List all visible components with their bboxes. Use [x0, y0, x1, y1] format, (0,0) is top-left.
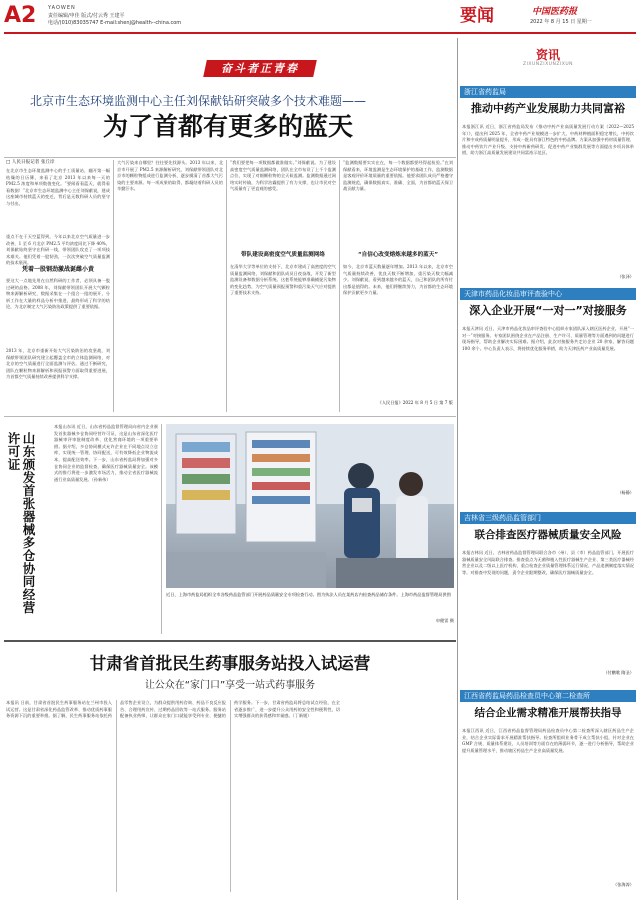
feature-byline: □ 人民日报记者 张丘岸	[6, 160, 55, 165]
sidebar-title-jilin: 联合排查医疗器械质量安全风险	[474, 529, 622, 541]
photo-credit: 申健雷 摄	[435, 618, 454, 623]
feature-subtitle: 北京市生态环境监测中心主任刘保献钻研突破多个技术难题——	[30, 94, 367, 108]
crosshead-3: “自信心改变熔炼来越多的蓝天”	[357, 252, 439, 258]
feature-para-5: 大气污染来自哪里？往往要先找源头。2013 年以来，北京市开展了 PM2.5 来源解析研究，刘保献带领团队对北京市的颗粒物组成进行监测分析，逐步摸清了首都大气污染的主要来源。每一项成果的取得，都凝结着科研人员的辛勤汗水。	[117, 160, 223, 192]
sidebar-header-title: 资讯	[535, 48, 560, 62]
feature-headline: 为了首都有更多的蓝天	[102, 112, 353, 141]
sidebar-text-zhejiang: 本报浙江讯 近日，浙江省药监局发布《推动中药产业高质量发展行动方案（2022—2025 年）》，提出到 2025 年，全省中药产业规模进一步扩大，中药材种植面积稳定增长，中药饮片和中成药质量明显提升，形成一批具有浙江特色的中药品牌。方案从加强中药材质量管理、推动中药饮片产业升级、支持中药新药研发、促进中药产业集群发展等方面提出多项具体举措，助力浙江高质量发展建设共同富裕示范区。	[462, 124, 634, 156]
sidebar-text-jilin: 本报吉林讯 近日，吉林省药品监督管理局联合各市（州）、县（市）药品监管部门，开展医疗器械质量安全风险联合排查。排查重点为无菌和植入性医疗器械生产企业、第三类医疗器械经营企业以及二级以上医疗机构，重点检查企业质量管理体系运行情况、产品追溯制度落实情况等。对排查中发现的问题，责令企业限期整改，确保医疗器械质量安全。	[462, 550, 634, 575]
inspection-photo	[166, 424, 454, 588]
feature-para-2: 重点不在于天空蓝得到，今年以来北京空气质量进一步改善，1 至 6 月北京 PM2.5 平均浓度同比下降 40%，刘保献始终坚守在科研一线，带领团队攻克了一项项技术难关。他们凭着一股韧劲，一次次突破空气质量监测的技术瓶颈。	[6, 234, 110, 266]
feature-para-7: 在清华大学等单位的支持下，北京市建成了高密度的空气质量监测网络，刘保献和团队成员日夜奋战，开发了新型监测设备和数据分析系统。这套系统能够准确捕捉污染物的变化趋势，为空气质量预报预警和重污染天气应对提供了重要技术支持。	[230, 264, 336, 296]
sidebar-divider	[457, 38, 458, 900]
masthead-rule	[4, 32, 636, 34]
feature-banner-text: 奋斗者正青春	[221, 62, 299, 75]
crosshead-1: 凭着一股钢劲激战诞雌小黄	[21, 266, 94, 273]
sidebar-title-tianjin: 深入企业开展“一对一”对接服务	[469, 304, 627, 317]
sidebar-section-zhejiang: 浙江省药监局	[460, 86, 636, 98]
sidebar-text-tianjin: 本报天津讯 近日，天津市药品化妆品审评查验中心组织专家团队深入辖区医药企业，开展“一对一”对接服务。专家团队围绕企业在产品注册、生产许可、质量管理等方面遇到的问题进行现场指导，帮助企业解决实际困难。据介绍，此次对接服务共走访企业 20 余家，解答问题 100 余个。中心负责人表示，将持续优化服务举措，助力天津医药产业高质量发展。	[462, 326, 634, 351]
feature-source: 《人民日报》2022 年 8 月 5 日 第 7 版	[377, 400, 453, 405]
feature-bottom-rule	[4, 416, 456, 417]
feature-para-6: “我们要把每一项数据都做准做实。”刘保献说。为了建设高密度空气质量监测网络，团队在全市布设了上千个监测点位，实现了对细颗粒物的全天候监测。监测数据通过网络实时传输，为科学治霾提供了有力支撑，也让市民对空气质量有了更直观的感受。	[230, 160, 336, 192]
contact: 电话/(010)83035747 E-mail:shenj@health--china.com	[48, 20, 182, 26]
credits: 责任编辑/申佳 版式/付云秀 王建平	[48, 13, 125, 19]
vertical-headline: 山东颁发首张器械多仓协同经营许可证	[6, 432, 36, 614]
col-divider-2	[226, 160, 227, 412]
sidebar-section-jilin: 吉林省三级药品监管部门	[460, 512, 636, 524]
sidebar-header	[460, 44, 636, 74]
story-divider	[161, 424, 162, 634]
masthead	[0, 0, 640, 34]
col-divider-1	[113, 160, 114, 412]
photo-illustration	[166, 424, 454, 588]
section-en: YAOWEN	[48, 5, 76, 11]
page-number: A2	[4, 3, 37, 28]
issue-date: 2022 年 8 月 15 日 星期一	[530, 19, 592, 25]
feature-para-3: 要这大一点地先用在自然科研的工作者，必须具备一股过硬的品格。2008 年，刘保献带领团队开展大气颗粒物来源解析研究，数据采集在一个组合一组的展开，分析工作在大量的样品分析中推进，最终形成了科学的结论，为北京制定大气污染防治政策提供了重要依据。	[6, 278, 110, 310]
sidebar-author-jilin: （付鹏歌 隋圣）	[603, 670, 634, 675]
sidebar-author-jiangxi: （张海涛）	[613, 882, 634, 887]
bottom-section-rule	[4, 640, 456, 642]
bottom-subhead: 让公众在“家门口”享受一站式药事服务	[144, 680, 316, 691]
bottom-story-text: 本报讯 日前，甘肃省首批民生药事服务站在兰州市投入试运营。这是甘肃省深化药品监管改革、推动优质药事服务资源下沉的重要举措。据了解，民生药事服务站依托药品零售企业设立，为群众提供用药咨询、药品不良反应报告、合理用药宣传、过期药品回收等一站式服务。服务站配备执业药师，让群众在家门口就能享受到专业、便捷的药学服务。下一步，甘肃省药监局将总结试点经验，在全省逐步推广，进一步提升公众用药的安全性和便利性，切实增强群众的获得感和幸福感。（丁新媛）	[6, 700, 340, 719]
feature-para-8: “监测数据要实实在在，每一个数据都要经得起检验。”在刘保献看来，环境监测是生态环境保护的基础工作，监测数据是客观评价环境质量的重要依据。他要求团队成员严格遵守监测规范，确保数据真实、准确、全面，为首都的蓝天保卫战贡献力量。	[343, 160, 453, 192]
col-divider-3	[339, 160, 340, 412]
sidebar-header-en: ZIXUNZIXUNZIXUN	[523, 62, 573, 67]
feature-para-9: 如今，北京市蓝天数量逐年增加。2013 年以来，北京市空气质量持续改善，优良天数不断增加，重污染天数大幅减少。刘保献说，看到越来越多的蓝天，自己和团队的所有付出都是值得的。未来，他们将继续努力，为首都的生态环境保护贡献更多力量。	[343, 264, 453, 296]
bottom-headline: 甘肃省首批民生药事服务站投入试运营	[89, 654, 371, 673]
feature-para-4: 2013 年，北京市重新开始大气污染防治的攻坚战，刘保献带领团队研究建立起覆盖全市的立体监测网络，对北京的空气质量进行全面监测与评估。通过不断研究，团队在颗粒物来源解析和预报预警方面取得重要进展，为首都空气质量持续改善提供科学支撑。	[6, 348, 110, 380]
photo-caption: 近日，上海市药监局组织全市各级药品监管部门开展药品质量安全专项检查行动。图为执法人员在某药店内检查药品储存条件。上海市药品监督管理局供图	[166, 592, 451, 597]
crosshead-2: 带队建设高密度空气质量监测网络	[241, 252, 325, 258]
feature-para-1: 在北京市生态环境监测中心的手工质量站，翻开第一幅枯燥的日历簿，来看了北京 2013 年以来每一天的 PM2.5 浓度和单项数值变化。“要闻看看蓝天，就得看看数据！”北京市生态环境监测中心主任刘保献说，建成这座城市持续蓝天的变迁，背后是无数科研人员的坚守与付出。	[6, 168, 110, 206]
sidebar-author-tianjin: （杨静）	[617, 490, 634, 495]
sidebar-author-zhejiang: （张泽）	[617, 274, 634, 279]
feature-top-rule	[4, 157, 456, 158]
sidebar-section-jiangxi: 江西省药监局药品检查员中心第二检查所	[460, 690, 636, 702]
sidebar-section-tianjin: 天津市药品化妆品审评查验中心	[460, 288, 636, 300]
paper-name: 中国医药报	[532, 7, 578, 17]
sidebar-title-zhejiang: 推动中药产业发展助力共同富裕	[471, 102, 625, 115]
sidebar-title-jiangxi: 结合企业需求精准开展帮扶指导	[474, 707, 622, 719]
sidebar-text-jiangxi: 本报江西讯 近日，江西省药品监督管理局药品检查员中心第二检查所深入辖区药品生产企业，结合企业实际需求开展精准帮扶指导。检查所组织业务骨干成立帮扶小组，针对企业在 GMP 合规、质量体系建设、人员培训等方面存在的薄弱环节，逐一进行分析指导，帮助企业提升质量管理水平，推动辖区药品生产企业高质量发展。	[462, 728, 634, 753]
section-title: 要闻	[460, 6, 494, 26]
shandong-story-text: 本报山东讯 近日，山东省药品监督管理局向省内企业颁发首张器械多仓协同经营许可证，这是山东省深化医疗器械审评审批制度改革、优化营商环境的一项重要举措。据介绍，多仓协同模式允许企业在不同地点设立仓库，实现统一管理、协同配送，可有效降低企业物流成本，提高配送效率。下一步，山东省药监局将加强对多仓协同企业的监督检查，确保医疗器械质量安全。该模式的推行将进一步激发市场活力，推动全省医疗器械流通行业高质量发展。（孙新伟）	[54, 424, 158, 482]
